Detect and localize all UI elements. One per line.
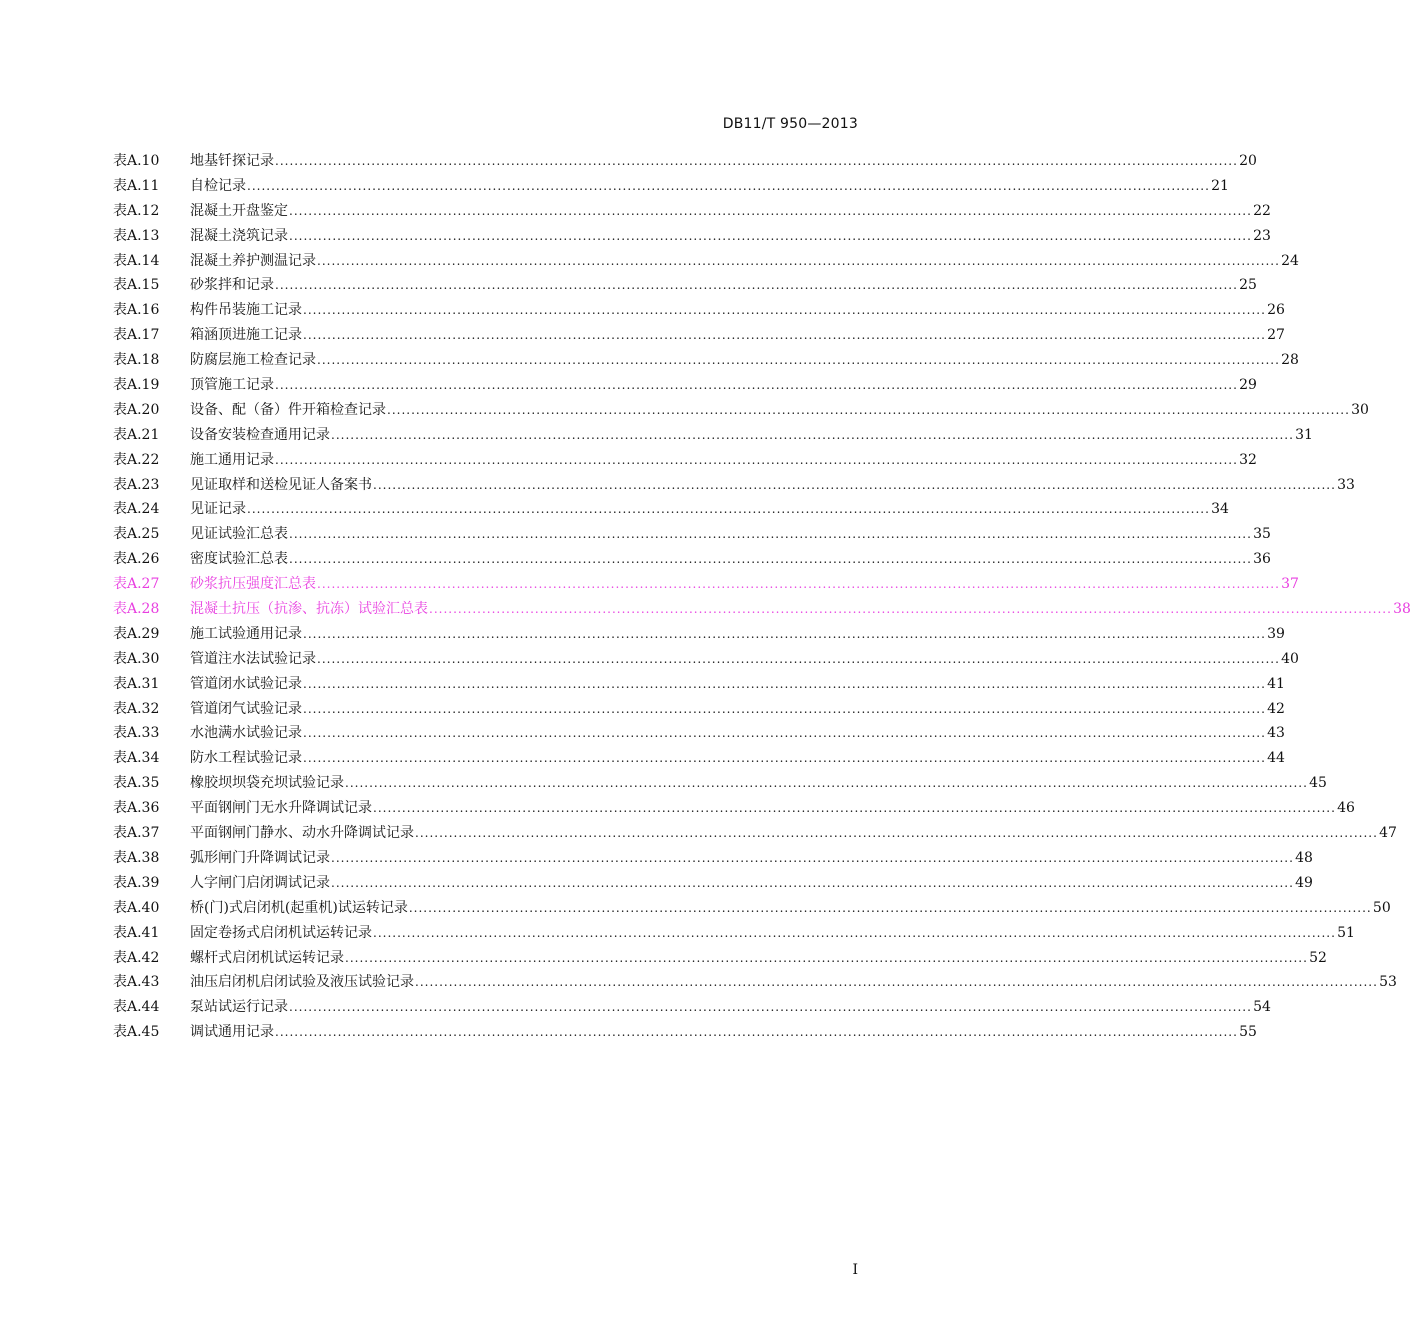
toc-entry-page: 33 — [1337, 476, 1355, 493]
toc-entry-label: 表A.25 — [113, 526, 160, 543]
toc-dot-leader: ........................................................................................................................................................................................................ — [331, 427, 1294, 442]
toc-dot-leader: ........................................................................................................................................................................................................ — [289, 228, 1252, 243]
toc-entry-page: 27 — [1267, 327, 1285, 344]
toc-entry[interactable] — [113, 996, 1271, 1021]
toc-entry[interactable] — [113, 250, 1299, 275]
toc-entry[interactable] — [113, 722, 1285, 747]
toc-entry-title: 混凝土抗压（抗渗、抗冻）试验汇总表 — [190, 601, 428, 618]
toc-entry-title: 顶管施工记录 — [190, 377, 274, 394]
toc-dot-leader: ........................................................................................................................................................................................................ — [387, 402, 1350, 417]
toc-entry[interactable] — [113, 150, 1257, 175]
toc-entry-label: 表A.21 — [113, 426, 160, 443]
toc-entry-title: 砂浆抗压强度汇总表 — [190, 576, 316, 593]
toc-entry-page: 25 — [1239, 277, 1257, 294]
toc-entry[interactable] — [113, 498, 1229, 523]
toc-entry-title: 桥(门)式启闭机(起重机)试运转记录 — [190, 899, 408, 916]
toc-dot-leader: ........................................................................................................................................................................................................ — [331, 850, 1294, 865]
toc-entry[interactable] — [113, 349, 1299, 374]
toc-entry-title: 见证试验汇总表 — [190, 526, 288, 543]
toc-entry[interactable] — [113, 648, 1299, 673]
toc-entry-page: 35 — [1253, 526, 1271, 543]
toc-entry-label: 表A.23 — [113, 476, 160, 493]
toc-entry-page: 55 — [1239, 1024, 1257, 1041]
toc-entry-label: 表A.34 — [113, 750, 160, 767]
toc-dot-leader: ........................................................................................................................................................................................................ — [303, 751, 1266, 766]
toc-entry-label: 表A.10 — [113, 153, 160, 169]
toc-dot-leader: ........................................................................................................................................................................................................ — [289, 1000, 1252, 1015]
toc-entry-label: 表A.14 — [113, 252, 160, 269]
toc-dot-leader: ........................................................................................................................................................................................................ — [303, 626, 1266, 641]
toc-entry[interactable] — [113, 797, 1355, 822]
toc-entry-page: 39 — [1267, 625, 1285, 642]
toc-dot-leader: ........................................................................................................................................................................................................ — [303, 303, 1266, 318]
toc-entry[interactable] — [113, 424, 1313, 449]
toc-entry-title: 混凝土养护测温记录 — [190, 252, 316, 269]
toc-dot-leader: ........................................................................................................................................................................................................ — [275, 278, 1238, 293]
toc-entry-label: 表A.29 — [113, 625, 160, 642]
toc-entry-page: 31 — [1295, 426, 1313, 443]
toc-entry[interactable] — [113, 847, 1313, 872]
toc-entry-page: 23 — [1253, 227, 1271, 244]
toc-entry-title: 弧形闸门升降调试记录 — [190, 849, 330, 866]
toc-entry-title: 施工通用记录 — [190, 451, 274, 468]
toc-entry[interactable] — [113, 772, 1327, 797]
toc-entry-page: 26 — [1267, 302, 1285, 319]
toc-dot-leader: ........................................................................................................................................................................................................ — [289, 203, 1252, 218]
toc-entry-label: 表A.32 — [113, 700, 160, 717]
toc-entry-title: 构件吊装施工记录 — [190, 302, 302, 319]
toc-entry-page: 46 — [1337, 800, 1355, 817]
toc-dot-leader: ........................................................................................................................................................................................................ — [317, 651, 1280, 666]
toc-entry[interactable] — [113, 623, 1285, 648]
toc-entry-label: 表A.42 — [113, 949, 160, 966]
toc-entry-title: 油压启闭机启闭试验及液压试验记录 — [190, 974, 414, 991]
toc-entry-title: 设备安装检查通用记录 — [190, 426, 330, 443]
toc-entry[interactable] — [113, 374, 1257, 399]
toc-entry-title: 水池满水试验记录 — [190, 725, 302, 742]
toc-dot-leader: ........................................................................................................................................................................................................ — [303, 328, 1266, 343]
toc-entry-label: 表A.16 — [113, 302, 160, 319]
toc-entry-title: 橡胶坝坝袋充坝试验记录 — [190, 775, 344, 792]
toc-entry[interactable] — [113, 324, 1285, 349]
toc-entry-label: 表A.11 — [113, 177, 160, 194]
toc-entry-title: 管道闭水试验记录 — [190, 675, 302, 692]
toc-entry-label: 表A.28 — [113, 601, 160, 618]
toc-entry-title: 箱涵顶进施工记录 — [190, 327, 302, 344]
toc-dot-leader: ........................................................................................................................................................................................................ — [415, 975, 1378, 990]
toc-entry-page: 30 — [1351, 401, 1369, 418]
toc-entry-page: 40 — [1281, 650, 1299, 667]
toc-entry[interactable] — [113, 673, 1285, 698]
toc-entry-label: 表A.45 — [113, 1024, 160, 1041]
toc-entry-page: 36 — [1253, 551, 1271, 568]
toc-entry-label: 表A.37 — [113, 825, 160, 842]
toc-entry-title: 螺杆式启闭机试运转记录 — [190, 949, 344, 966]
toc-entry-page: 38 — [1393, 601, 1411, 618]
toc-entry[interactable] — [113, 922, 1355, 947]
toc-entry[interactable] — [113, 474, 1355, 499]
toc-entry-title: 砂浆拌和记录 — [190, 277, 274, 294]
toc-entry[interactable] — [113, 399, 1369, 424]
toc-dot-leader: ........................................................................................................................................................................................................ — [289, 527, 1252, 542]
toc-entry[interactable] — [113, 299, 1285, 324]
toc-entry-title: 混凝土开盘鉴定 — [190, 202, 288, 219]
toc-entry[interactable] — [113, 573, 1299, 598]
toc-entry-title: 防腐层施工检查记录 — [190, 352, 316, 369]
toc-entry-title: 密度试验汇总表 — [190, 551, 288, 568]
toc-entry-label: 表A.36 — [113, 800, 160, 817]
toc-dot-leader: ........................................................................................................................................................................................................ — [429, 602, 1392, 617]
toc-entry[interactable] — [113, 274, 1257, 299]
toc-entry[interactable] — [113, 1021, 1257, 1046]
toc-entry[interactable] — [113, 897, 1391, 922]
toc-entry-page: 43 — [1267, 725, 1285, 742]
toc-dot-leader: ........................................................................................................................................................................................................ — [373, 925, 1336, 940]
toc-entry-label: 表A.13 — [113, 227, 160, 244]
toc-dot-leader: ........................................................................................................................................................................................................ — [373, 801, 1336, 816]
toc-entry-page: 52 — [1309, 949, 1327, 966]
toc-dot-leader: ........................................................................................................................................................................................................ — [373, 477, 1336, 492]
toc-entry-page: 54 — [1253, 999, 1271, 1016]
toc-entry-page: 34 — [1211, 501, 1229, 518]
toc-entry-label: 表A.24 — [113, 501, 160, 518]
toc-entry[interactable] — [113, 175, 1229, 200]
toc-dot-leader: ........................................................................................................................................................................................................ — [289, 552, 1252, 567]
toc-entry-title: 设备、配（备）件开箱检查记录 — [190, 401, 386, 418]
toc-entry-page: 45 — [1309, 775, 1327, 792]
toc-entry-label: 表A.41 — [113, 924, 160, 941]
toc-entry-title: 见证记录 — [190, 501, 246, 518]
toc-entry-label: 表A.44 — [113, 999, 160, 1016]
toc-entry-label: 表A.38 — [113, 849, 160, 866]
toc-dot-leader: ........................................................................................................................................................................................................ — [317, 577, 1280, 592]
toc-entry[interactable] — [113, 822, 1397, 847]
toc-entry-page: 44 — [1267, 750, 1285, 767]
toc-entry[interactable] — [113, 971, 1397, 996]
toc-entry-page: 20 — [1239, 153, 1257, 169]
toc-entry-page: 42 — [1267, 700, 1285, 717]
toc-entry[interactable] — [113, 225, 1271, 250]
toc-dot-leader: ........................................................................................................................................................................................................ — [415, 826, 1378, 841]
toc-entry-title: 平面钢闸门静水、动水升降调试记录 — [190, 825, 414, 842]
toc-dot-leader: ........................................................................................................................................................................................................ — [247, 502, 1210, 517]
toc-entry-label: 表A.18 — [113, 352, 160, 369]
toc-entry[interactable] — [113, 449, 1257, 474]
toc-dot-leader: ........................................................................................................................................................................................................ — [317, 253, 1280, 268]
toc-entry-page: 53 — [1379, 974, 1397, 991]
toc-entry-page: 21 — [1211, 177, 1229, 194]
toc-entry[interactable] — [113, 947, 1327, 972]
toc-entry-title: 见证取样和送检见证人备案书 — [190, 476, 372, 493]
toc-dot-leader: ........................................................................................................................................................................................................ — [275, 378, 1238, 393]
toc-entry[interactable] — [113, 747, 1285, 772]
toc-entry-label: 表A.20 — [113, 401, 160, 418]
toc-entry[interactable] — [113, 548, 1271, 573]
toc-entry-page: 37 — [1281, 576, 1299, 593]
toc-entry-label: 表A.17 — [113, 327, 160, 344]
toc-entry-label: 表A.12 — [113, 202, 160, 219]
table-of-contents — [113, 150, 1411, 1046]
toc-dot-leader: ........................................................................................................................................................................................................ — [247, 178, 1210, 193]
toc-entry-title: 管道闭气试验记录 — [190, 700, 302, 717]
toc-entry-label: 表A.26 — [113, 551, 160, 568]
toc-entry[interactable] — [113, 872, 1313, 897]
toc-entry-title: 自检记录 — [190, 177, 246, 194]
toc-entry[interactable] — [113, 523, 1271, 548]
toc-dot-leader: ........................................................................................................................................................................................................ — [303, 676, 1266, 691]
toc-entry-label: 表A.31 — [113, 675, 160, 692]
toc-dot-leader: ........................................................................................................................................................................................................ — [303, 701, 1266, 716]
toc-entry-page: 51 — [1337, 924, 1355, 941]
toc-entry-title: 泵站试运行记录 — [190, 999, 288, 1016]
toc-entry-label: 表A.43 — [113, 974, 160, 991]
toc-entry-label: 表A.19 — [113, 377, 160, 394]
toc-dot-leader: ........................................................................................................................................................................................................ — [331, 875, 1294, 890]
toc-entry-page: 29 — [1239, 377, 1257, 394]
toc-entry-label: 表A.40 — [113, 899, 160, 916]
toc-entry-page: 50 — [1372, 899, 1391, 916]
toc-dot-leader: ........................................................................................................................................................................................................ — [275, 1025, 1238, 1040]
toc-entry-label: 表A.15 — [113, 277, 160, 294]
toc-entry-title: 管道注水法试验记录 — [190, 650, 316, 667]
toc-dot-leader: ........................................................................................................................................................................................................ — [275, 154, 1238, 168]
toc-entry-label: 表A.33 — [113, 725, 160, 742]
toc-entry-page: 24 — [1281, 252, 1299, 269]
toc-dot-leader: ........................................................................................................................................................................................................ — [345, 776, 1308, 791]
toc-entry-label: 表A.22 — [113, 451, 160, 468]
toc-dot-leader: ........................................................................................................................................................................................................ — [317, 353, 1280, 368]
toc-entry-label: 表A.35 — [113, 775, 160, 792]
toc-entry-label: 表A.30 — [113, 650, 160, 667]
toc-entry[interactable] — [113, 598, 1411, 623]
toc-dot-leader: ........................................................................................................................................................................................................ — [408, 900, 1372, 915]
toc-entry-page: 49 — [1295, 874, 1313, 891]
toc-entry-title: 混凝土浇筑记录 — [190, 227, 288, 244]
toc-entry-page: 47 — [1379, 825, 1397, 842]
toc-entry-page: 32 — [1239, 451, 1257, 468]
toc-dot-leader: ........................................................................................................................................................................................................ — [275, 452, 1238, 467]
toc-entry[interactable] — [113, 200, 1271, 225]
toc-entry-page: 28 — [1281, 352, 1299, 369]
toc-entry-page: 22 — [1253, 202, 1271, 219]
toc-entry-page: 41 — [1267, 675, 1285, 692]
toc-dot-leader: ........................................................................................................................................................................................................ — [345, 950, 1308, 965]
toc-entry-title: 人字闸门启闭调试记录 — [190, 874, 330, 891]
toc-entry-title: 固定卷扬式启闭机试运转记录 — [190, 924, 372, 941]
toc-entry-label: 表A.27 — [113, 576, 160, 593]
document-code: DB11/T 950—2013 — [722, 116, 858, 132]
toc-entry[interactable] — [113, 698, 1285, 723]
toc-entry-title: 地基钎探记录 — [190, 153, 274, 169]
toc-entry-page: 48 — [1295, 849, 1313, 866]
toc-entry-title: 平面钢闸门无水升降调试记录 — [190, 800, 372, 817]
toc-entry-title: 调试通用记录 — [190, 1024, 274, 1041]
toc-entry-title: 施工试验通用记录 — [190, 625, 302, 642]
toc-entry-title: 防水工程试验记录 — [190, 750, 302, 767]
toc-entry-label: 表A.39 — [113, 874, 160, 891]
page-number-footer: I — [852, 1262, 858, 1278]
toc-dot-leader: ........................................................................................................................................................................................................ — [303, 726, 1266, 741]
